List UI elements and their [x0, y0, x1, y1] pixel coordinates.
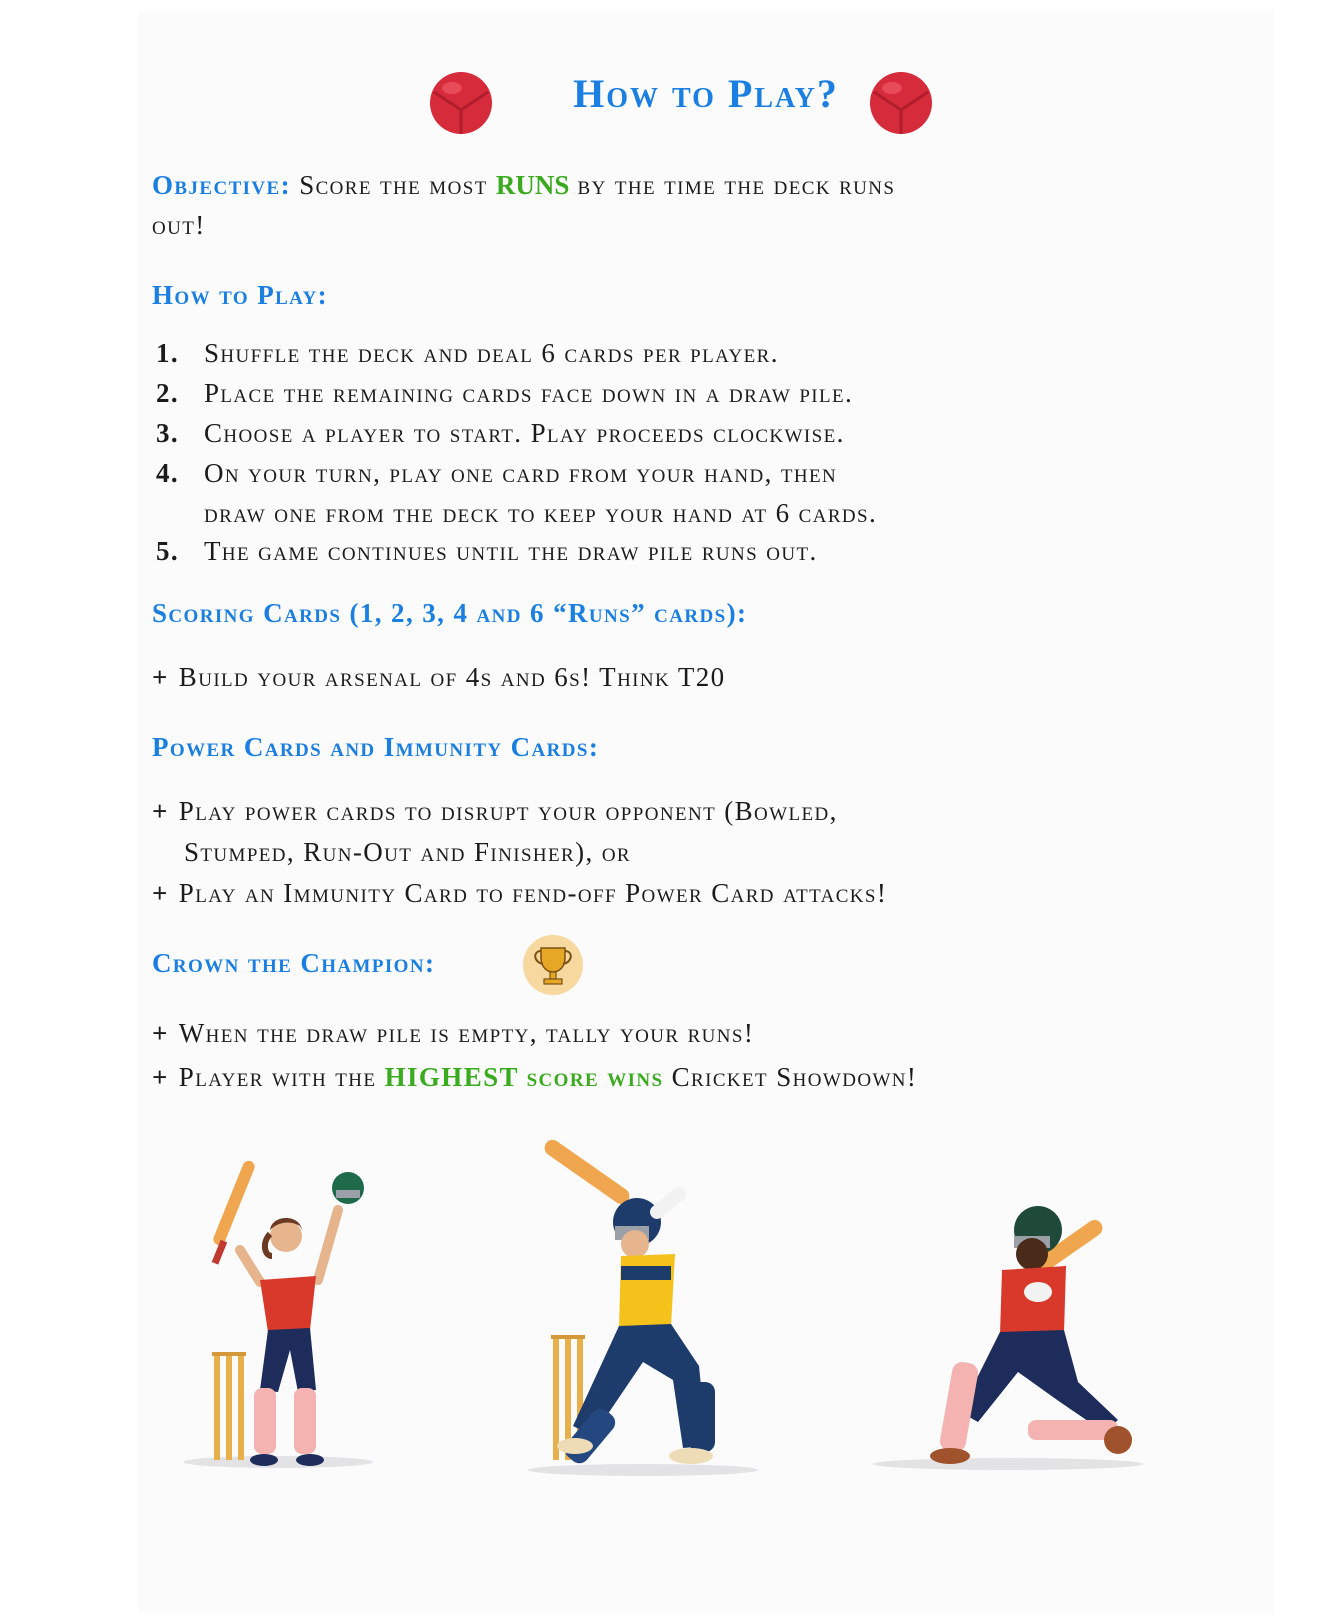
- page-title: How to Play?: [573, 71, 839, 116]
- bullet-plus: +: [152, 878, 169, 908]
- step-number: 5.: [156, 536, 180, 566]
- steps-list: [152, 338, 1232, 576]
- step-number: 2.: [156, 378, 180, 408]
- step-number: 1.: [156, 338, 180, 368]
- bullet-plus: +: [152, 662, 169, 692]
- list-item: [152, 378, 1232, 418]
- list-item: [152, 458, 1232, 498]
- objective-label: Objective:: [152, 170, 292, 200]
- power-heading: Power Cards and Immunity Cards:: [152, 732, 600, 762]
- list-item: [152, 536, 1232, 576]
- step-text: Shuffle the deck and deal 6 cards per player.: [204, 338, 779, 368]
- objective-line-2: out!: [152, 210, 206, 240]
- objective-line-1: [152, 170, 1252, 201]
- cricketer-batting-illustration: [523, 1116, 763, 1486]
- step-number: 3.: [156, 418, 180, 448]
- bullet-plus: +: [152, 1018, 169, 1048]
- list-item: [152, 498, 1232, 536]
- scoring-text: Build your arsenal of 4s and 6s! Think T20: [178, 662, 726, 692]
- champion-item-2-after: Cricket Showdown!: [671, 1062, 918, 1092]
- power-item-1: [152, 796, 838, 827]
- champion-item-2: [152, 1062, 917, 1093]
- champion-item-1-text: When the draw pile is empty, tally your runs!: [178, 1018, 755, 1048]
- power-item-2-text: Play an Immunity Card to fend-off Power Card attacks!: [178, 878, 888, 908]
- step-text: On your turn, play one card from your hand, then: [204, 458, 838, 488]
- step-text: Place the remaining cards face down in a draw pile.: [204, 378, 854, 408]
- cricketer-celebrating-illustration: [178, 1130, 388, 1480]
- highest-score-highlight: HIGHEST score wins: [384, 1062, 664, 1092]
- cricketer-swinging-illustration: [868, 1182, 1158, 1482]
- bullet-plus: +: [152, 796, 169, 826]
- objective-text-before: Score the most: [299, 170, 488, 200]
- list-item: [152, 338, 1232, 378]
- how-to-play-heading: How to Play:: [152, 280, 329, 310]
- rules-sheet: [138, 12, 1274, 1612]
- objective-text-after: by the time the deck runs: [577, 170, 896, 200]
- bullet-plus: +: [152, 1062, 169, 1092]
- scoring-item: [152, 662, 726, 693]
- step-number: 4.: [156, 458, 180, 488]
- list-item: [152, 418, 1232, 458]
- power-item-1-line-2: Stumped, Run-Out and Finisher), or: [184, 837, 632, 867]
- stumps: [212, 1352, 246, 1460]
- champion-item-2-before: Player with the: [178, 1062, 377, 1092]
- scoring-heading: Scoring Cards (1, 2, 3, 4 and 6 “Runs” cards):: [152, 598, 748, 628]
- step-text: Choose a player to start. Play proceeds clockwise.: [204, 418, 845, 448]
- champion-heading: Crown the Champion:: [152, 948, 436, 978]
- trophy-icon: [522, 934, 584, 996]
- power-item-2: [152, 878, 887, 909]
- champion-item-1: [152, 1018, 754, 1049]
- runs-highlight: RUNS: [495, 170, 570, 200]
- step-text: The game continues until the draw pile runs out.: [204, 536, 818, 566]
- power-item-1-line-1: Play power cards to disrupt your opponent (Bowled,: [178, 796, 838, 826]
- step-text: draw one from the deck to keep your hand at 6 cards.: [204, 498, 878, 528]
- cricket-ball-icon: [868, 70, 934, 136]
